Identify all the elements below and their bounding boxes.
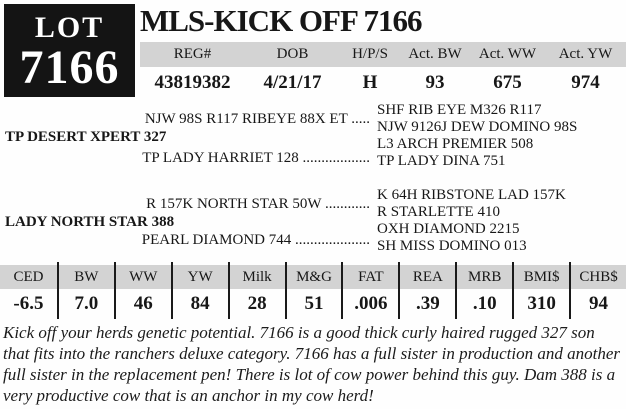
stats-value-act-yw: 974 [571, 72, 600, 93]
epd-value-ced: -6.5 [13, 293, 44, 314]
stats-value-act-bw: 93 [425, 72, 445, 93]
epd-value-mrb: .10 [455, 289, 512, 319]
epd-header-fat: FAT [341, 262, 398, 289]
stats-value-dob: 4/21/17 [263, 72, 322, 93]
lot-number: 7166 [19, 41, 120, 94]
sire-sire-line: NJW 98S R117 RIBEYE 88X ET ..... [144, 111, 370, 127]
sire-ancestor-2: NJW 9126J DEW DOMINO 98S [377, 119, 578, 135]
sire-dam-line: TP LADY HARRIET 128 .................. [142, 150, 370, 166]
epd-value-milk: 28 [228, 289, 285, 319]
epd-value-ww: 46 [114, 289, 171, 319]
epd-header-bmi: BMI$ [512, 262, 569, 289]
epd-header-rea: REA [398, 262, 455, 289]
dam-name: LADY NORTH STAR 388 [5, 214, 175, 230]
stats-value-act-ww: 675 [493, 72, 522, 93]
epd-value-yw: 84 [171, 289, 228, 319]
stats-header-dob: DOB [245, 42, 340, 67]
dam-dam-line: PEARL DIAMOND 744 .................... [141, 232, 370, 248]
stats-header-act-yw: Act. YW [545, 42, 626, 67]
stats-value-reg: 43819382 [154, 72, 231, 93]
epd-header-mrb: MRB [455, 262, 512, 289]
dam-sire-line: R 157K NORTH STAR 50W ............ [146, 196, 370, 212]
dam-ancestor-1: K 64H RIBSTONE LAD 157K [377, 187, 566, 203]
sire-name: TP DESERT XPERT 327 [5, 129, 167, 145]
dam-ancestor-2: R STARLETTE 410 [377, 204, 500, 220]
epd-value-chb: 94 [569, 289, 626, 319]
pedigree-section [0, 100, 626, 262]
epd-value-fat: .006 [341, 289, 398, 319]
stats-header-reg: REG# [140, 42, 245, 67]
sire-ancestor-4: TP LADY DINA 751 [377, 153, 506, 169]
epd-value-mg: 51 [285, 289, 342, 319]
epd-value-bw: 7.0 [57, 289, 114, 319]
animal-name-title: MLS-KICK OFF 7166 [140, 3, 422, 38]
dam-ancestor-3: OXH DIAMOND 2215 [377, 221, 520, 237]
registration-stats-table [140, 42, 626, 98]
epd-header-ww: WW [114, 262, 171, 289]
stats-header-act-bw: Act. BW [400, 42, 470, 67]
epd-value-rea: .39 [398, 289, 455, 319]
sire-ancestor-1: SHF RIB EYE M326 R117 [377, 102, 542, 118]
lot-label: LOT [34, 11, 105, 44]
epd-header-milk: Milk [228, 262, 285, 289]
dam-ancestors [377, 187, 626, 255]
sire-ancestors [377, 102, 626, 170]
epd-header-chb: CHB$ [569, 262, 626, 289]
epd-table [0, 262, 626, 319]
stats-header-act-ww: Act. WW [470, 42, 545, 67]
stats-header-hps: H/P/S [340, 42, 400, 67]
epd-header-yw: YW [171, 262, 228, 289]
sire-ancestor-3: L3 ARCH PREMIER 508 [377, 136, 534, 152]
epd-value-bmi: 310 [512, 289, 569, 319]
epd-header-ced: CED [0, 265, 57, 289]
lot-number-box [4, 4, 135, 97]
dam-ancestor-4: SH MISS DOMINO 013 [377, 238, 527, 254]
lot-description: Kick off your herds genetic potential. 7166 is a good thick curly haired rugged 327 son that fits into the ranchers deluxe category. 7166 has a full sister in production and another full sister in the replacement pen! There is lot of cow power behind this guy. Dam 388 is a very productive cow that is an anchor in my cow herd! [3, 323, 620, 405]
stats-value-hps: H [362, 72, 378, 93]
epd-header-bw: BW [57, 262, 114, 289]
epd-header-mg: M&G [285, 262, 342, 289]
